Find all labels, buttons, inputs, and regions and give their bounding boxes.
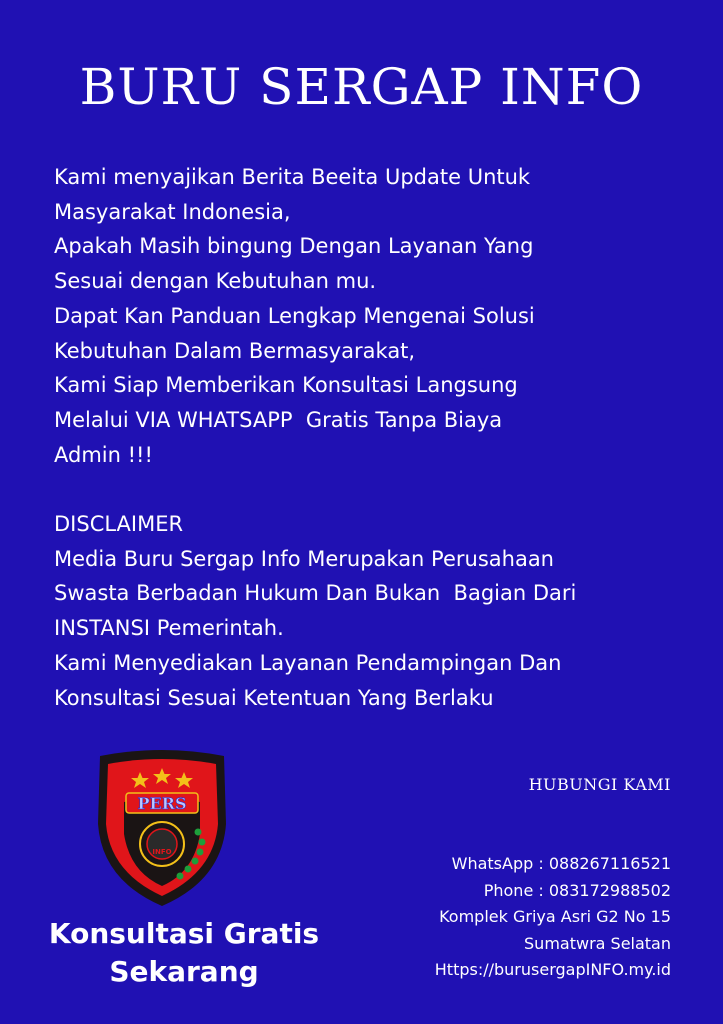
intro-line: Admin !!! <box>54 442 153 467</box>
contact-address: Komplek Griya Asri G2 No 15 <box>439 907 671 926</box>
disclaimer-heading: DISCLAIMER <box>54 512 184 536</box>
intro-line: Melalui VIA WHATSAPP Gratis Tanpa Biaya <box>54 407 503 432</box>
cta-line: Konsultasi Gratis <box>48 917 320 950</box>
contact-whatsapp: WhatsApp : 088267116521 <box>451 854 671 873</box>
disclaimer-line: Swasta Berbadan Hukum Dan Bukan Bagian Dari <box>54 581 577 606</box>
disclaimer-line: Kami Menyediakan Layanan Pendampingan Dan <box>54 650 562 675</box>
contact-website: Https://burusergapINFO.my.id <box>434 960 671 979</box>
intro-line: Masyarakat Indonesia, <box>54 199 291 224</box>
badge-emblem-text: INFO <box>152 848 172 856</box>
intro-line: Sesuai dengan Kebutuhan mu. <box>54 269 377 294</box>
intro-line: Kami Siap Memberikan Konsultasi Langsung <box>54 373 518 398</box>
disclaimer-line: Media Buru Sergap Info Merupakan Perusahaan <box>54 546 554 571</box>
intro-line: Kami menyajikan Berita Beeita Update Untuk <box>54 165 531 189</box>
intro-line: Kebutuhan Dalam Bermasyarakat, <box>54 338 416 363</box>
badge-text: PERS <box>137 794 187 813</box>
page-title: BURU SERGAP INFO <box>79 58 644 116</box>
disclaimer-line: INSTANSI Pemerintah. <box>54 616 284 641</box>
cta-line: Sekarang <box>109 955 259 988</box>
disclaimer-line: Konsultasi Sesuai Ketentuan Yang Berlaku <box>54 685 494 710</box>
intro-paragraph <box>54 160 694 472</box>
contact-phone: Phone : 083172988502 <box>483 880 671 900</box>
cta-text <box>20 915 348 991</box>
pers-shield-badge-icon <box>94 750 230 908</box>
intro-line: Apakah Masih bingung Dengan Layanan Yang <box>54 234 534 259</box>
pers-badge <box>94 750 230 908</box>
disclaimer-paragraph <box>54 507 694 715</box>
intro-line: Dapat Kan Panduan Lengkap Mengenai Solusi <box>54 303 535 328</box>
contact-region: Sumatwra Selatan <box>524 933 671 953</box>
contact-heading: HUBUNGI KAMI <box>528 775 671 794</box>
contact-list <box>435 851 671 984</box>
